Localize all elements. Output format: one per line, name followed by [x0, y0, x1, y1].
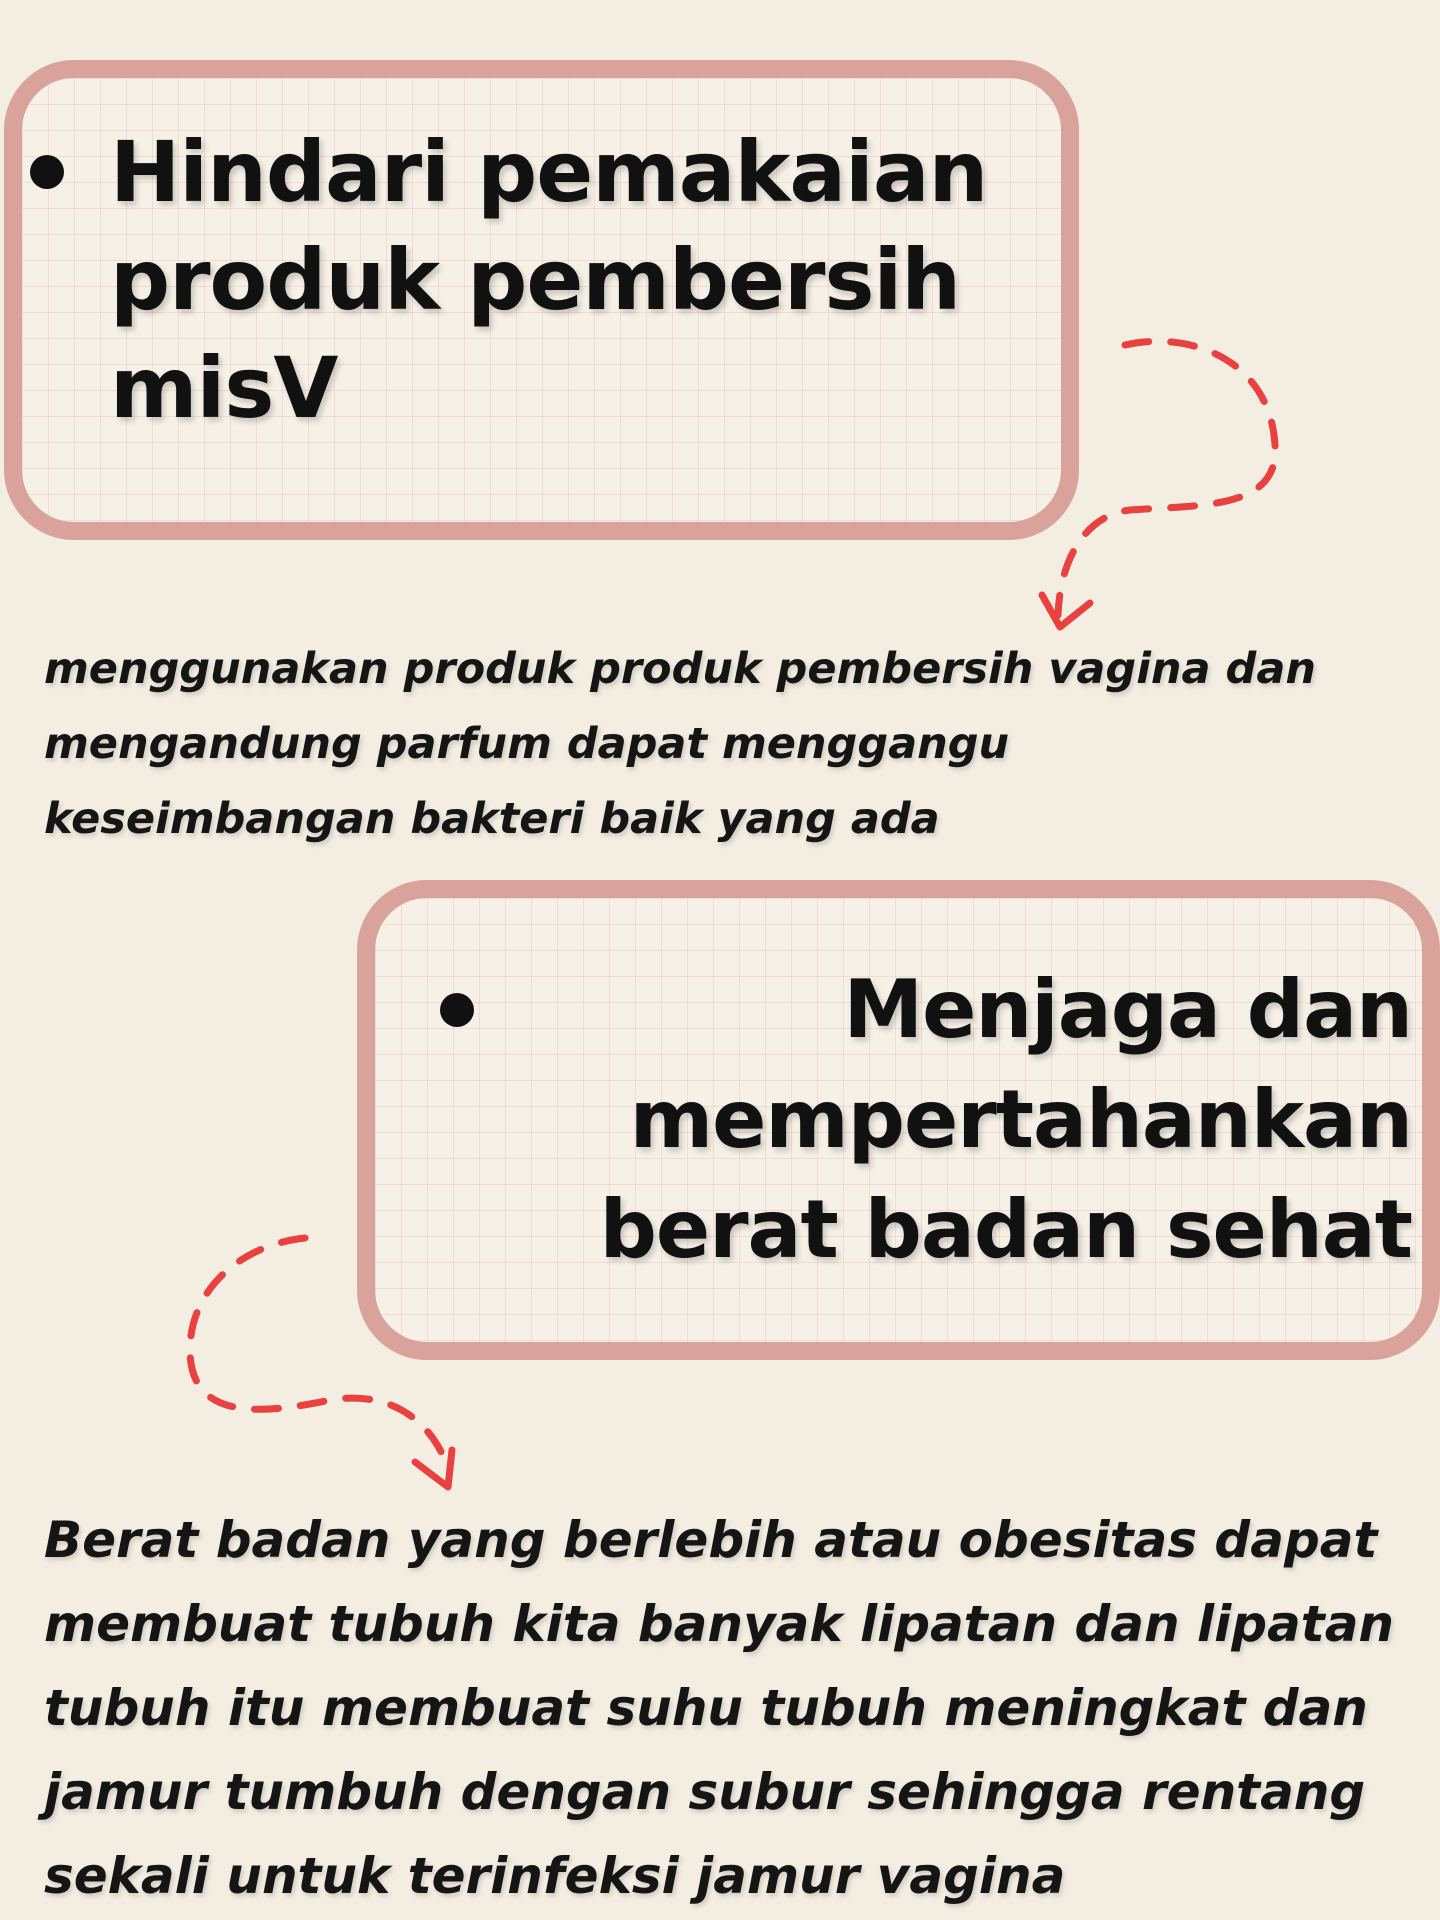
- tip-description-1: menggunakan produk produk pembersih vagina dan mengandung parfum dapat menggangu keseimbangan bakteri baik yang ada: [44, 644, 1316, 844]
- tip-heading-2: Menjaga dan mempertahankan berat badan sehat: [599, 963, 1412, 1276]
- tip-heading-1: Hindari pemakaian produk pembersih misV: [110, 123, 988, 437]
- tip-description-2: Berat badan yang berlebih atau obesitas dapat membuat tubuh kita banyak lipatan dan lipatan tubuh itu membuat suhu tubuh meningkat dan jamur tumbuh dengan subur sehingga rentang sekali untuk terinfeksi jamur vagina: [44, 1511, 1395, 1905]
